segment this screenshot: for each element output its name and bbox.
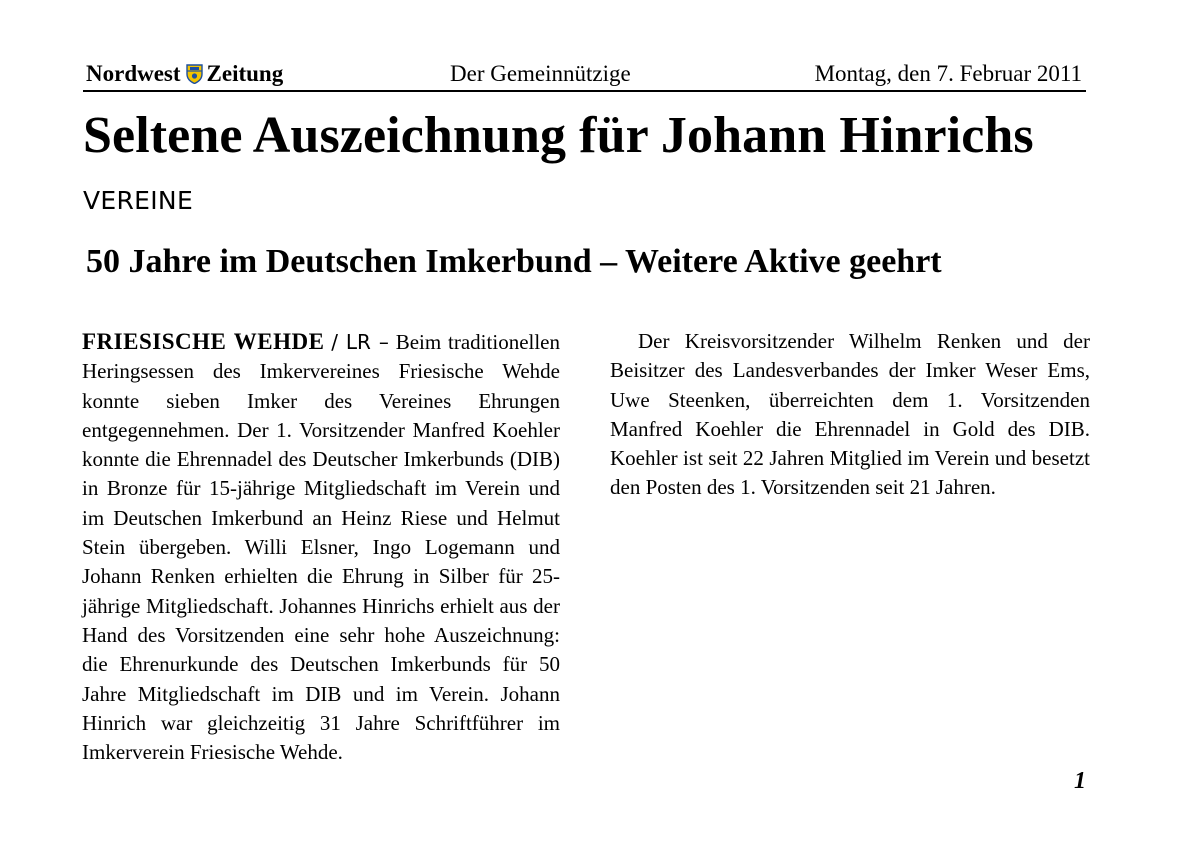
publication-date: Montag, den 7. Februar 2011: [814, 61, 1082, 86]
page-number: 1: [1074, 768, 1086, 794]
article-dateline: FRIESISCHE WEHDE: [82, 329, 325, 354]
section-name: Der Gemeinnützige: [450, 61, 631, 86]
newspaper-brand: [86, 61, 283, 87]
masthead: [83, 60, 1086, 92]
article-source: / LR –: [331, 330, 389, 354]
brand-name-first: Nordwest: [86, 61, 181, 86]
article-subheadline: 50 Jahre im Deutschen Imkerbund – Weitere Aktive geehrt: [86, 243, 942, 280]
paragraph-body: Beim traditionellen Heringsessen des Imkervereines Friesische Wehde konnte sieben Imker des Vereines Ehrungen entgegennehmen. Der 1. Vorsitzender Manfred Koehler konnte die Ehrennadel des Deutscher Imkerbunds (DIB) in Bronze für 15-jährige Mitgliedschaft im Verein und im Deutschen Imkerbund an Heinz Riese und Helmut Stein übergeben. Willi Elsner, Ingo Logemann und Johann Renken erhielten die Ehrung in Silber für 25-jährige Mitgliedschaft. Johannes Hinrichs erhielt aus der Hand des Vorsitzenden eine sehr hohe Auszeichnung: die Ehrenurkunde des Deutschen Imkerbunds für 50 Jahre Mitgliedschaft im DIB und im Verein. Johann Hinrich war gleichzeitig 31 Jahre Schriftführer im Imkerverein Friesische Wehde.: [82, 330, 561, 765]
article-category: VEREINE: [83, 186, 194, 215]
article-body-column-left: [82, 327, 560, 767]
article-paragraph: Der Kreisvorsitzender Wilhelm Renken und der Beisitzer des Landesverbandes der Imker Weser Ems, Uwe Steenken, überreichten dem 1. Vorsitzenden Manfred Koehler die Ehrennadel in Gold des DIB. Koehler ist seit 22 Jahren Mitglied im Verein und besetzt den Posten des 1. Vorsitzenden seit 21 Jahren.: [610, 329, 1090, 500]
article-paragraph: [82, 327, 560, 767]
coat-of-arms-icon: [186, 64, 203, 84]
article-headline: Seltene Auszeichnung für Johann Hinrichs: [83, 107, 1034, 164]
brand-name-second: Zeitung: [206, 61, 284, 86]
article-body-column-right: [610, 327, 1090, 503]
